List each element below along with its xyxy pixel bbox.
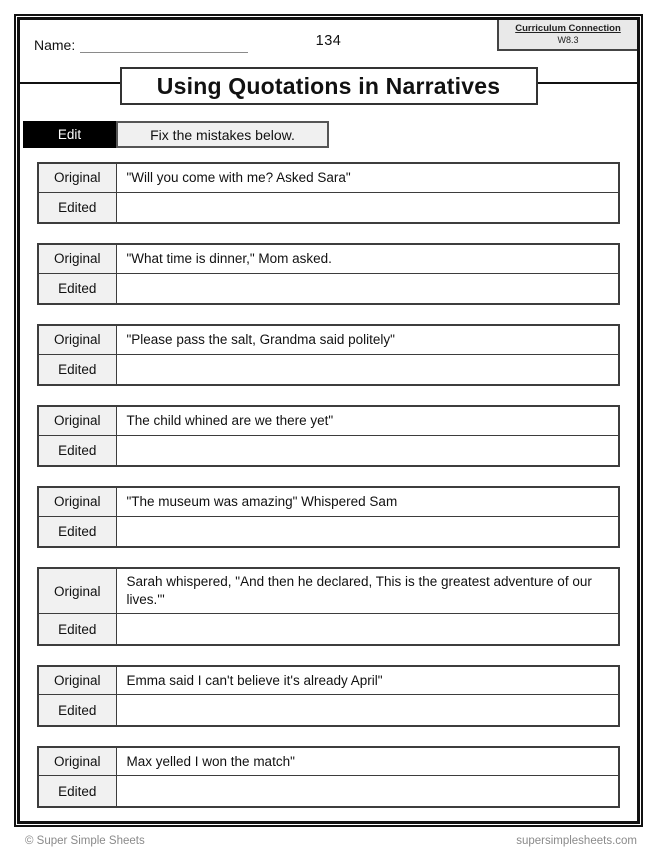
quotation-item-table [37,243,620,305]
edited-label: Edited [38,614,116,645]
original-sentence: "The museum was amazing" Whispered Sam [116,487,619,516]
original-sentence: "Will you come with me? Asked Sara" [116,163,619,192]
original-label: Original [38,568,116,614]
edited-answer-area[interactable] [116,192,619,223]
instruction-bar [23,121,637,148]
original-label: Original [38,406,116,435]
edited-answer-area[interactable] [116,435,619,466]
page-border-inner [17,17,640,824]
curriculum-connection-code: W8.3 [557,35,579,45]
quotation-item-table [37,162,620,224]
quotation-item-table [37,746,620,808]
original-sentence: "Please pass the salt, Grandma said politely" [116,325,619,354]
footer-website-link[interactable]: supersimplesheets.com [516,835,637,847]
edited-row [38,192,619,223]
edited-answer-area[interactable] [116,695,619,726]
original-row [38,325,619,354]
original-label: Original [38,325,116,354]
worksheet-title: Using Quotations in Narratives [156,72,501,99]
original-row [38,747,619,776]
original-sentence: The child whined are we there yet" [116,406,619,435]
original-row [38,666,619,695]
edited-answer-area[interactable] [116,516,619,547]
edited-answer-area[interactable] [116,273,619,304]
original-label: Original [38,487,116,516]
page-border-outer [14,14,643,827]
quotation-item-table [37,405,620,467]
worksheet-title-box [120,67,538,105]
edited-label: Edited [38,776,116,807]
quotation-item-table [37,665,620,727]
edit-section-label: Edit [23,121,116,148]
original-row [38,487,619,516]
curriculum-connection-title: Curriculum Connection [515,23,621,34]
name-label: Name: [34,37,76,53]
tables-container [37,162,620,808]
curriculum-connection-badge [497,20,637,51]
edited-row [38,354,619,385]
original-sentence: Sarah whispered, "And then he declared, This is the greatest adventure of our lives.'" [116,568,619,614]
edited-row [38,273,619,304]
edited-label: Edited [38,192,116,223]
page-footer [25,835,637,847]
edited-label: Edited [38,273,116,304]
edited-row [38,614,619,645]
original-row [38,406,619,435]
original-sentence: Max yelled I won the match" [116,747,619,776]
edited-row [38,516,619,547]
original-sentence: "What time is dinner," Mom asked. [116,244,619,273]
edited-label: Edited [38,516,116,547]
edited-answer-area[interactable] [116,776,619,807]
quotation-item-table [37,324,620,386]
original-label: Original [38,163,116,192]
original-label: Original [38,666,116,695]
quotation-item-table [37,567,620,646]
edited-row [38,695,619,726]
edited-row [38,435,619,466]
original-row [38,244,619,273]
original-row [38,568,619,614]
original-label: Original [38,747,116,776]
edited-label: Edited [38,435,116,466]
original-label: Original [38,244,116,273]
footer-copyright: © Super Simple Sheets [25,835,145,847]
original-sentence: Emma said I can't believe it's already April" [116,666,619,695]
edited-answer-area[interactable] [116,354,619,385]
edited-label: Edited [38,354,116,385]
edited-answer-area[interactable] [116,614,619,645]
quotation-item-table [37,486,620,548]
original-row [38,163,619,192]
edited-row [38,776,619,807]
page-number: 134 [315,33,342,49]
edited-label: Edited [38,695,116,726]
instruction-text: Fix the mistakes below. [116,121,329,148]
